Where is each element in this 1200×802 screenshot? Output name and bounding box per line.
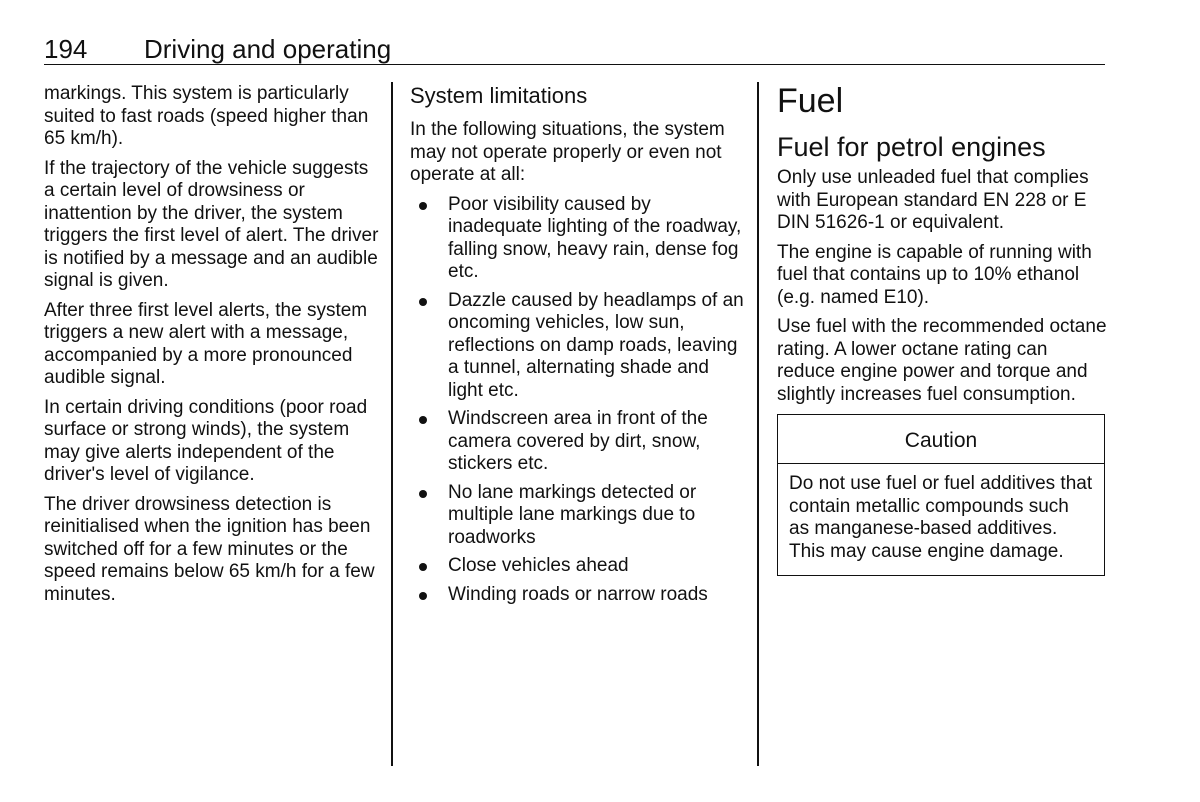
caution-title: Caution bbox=[778, 415, 1104, 464]
list-item bbox=[410, 194, 745, 284]
list-item-text: Windscreen area in front of the camera covered by dirt, snow, stickers etc. bbox=[448, 408, 708, 474]
fuel-title: Fuel bbox=[777, 82, 844, 120]
paragraph: The driver drowsiness detection is reinitialised when the ignition has been switched off for a few minutes or the speed remains below 65 km/h for a few minutes. bbox=[44, 493, 375, 605]
paragraph: markings. This system is particularly suited to fast roads (speed higher than 65 km/h). bbox=[44, 83, 369, 149]
limitations-list bbox=[410, 194, 745, 607]
bullet-icon bbox=[419, 202, 427, 210]
paragraph: In certain driving conditions (poor road surface or strong winds), the system may give alerts independent of the driver's level of vigilance. bbox=[44, 396, 368, 485]
list-item-text: Dazzle caused by headlamps of an oncoming vehicles, low sun, reflections on damp roads, leaving a tunnel, alternating shade and light etc. bbox=[448, 289, 744, 401]
fuel-subtitle: Fuel for petrol engines bbox=[777, 132, 1046, 162]
paragraph: Only use unleaded fuel that complies with European standard EN 228 or E DIN 51626-1 or equivalent. bbox=[777, 167, 1089, 233]
list-item bbox=[410, 408, 745, 476]
column-right bbox=[777, 83, 1107, 576]
system-limitations-heading: System limitations bbox=[410, 83, 588, 108]
column-middle bbox=[410, 83, 745, 612]
bullet-icon bbox=[419, 592, 427, 600]
bullet-icon bbox=[419, 416, 427, 424]
paragraph: After three first level alerts, the system triggers a new alert with a message, accompanied by a more pronounced audible signal. bbox=[44, 299, 368, 388]
column-divider bbox=[391, 82, 393, 766]
list-item-text: Poor visibility caused by inadequate lighting of the roadway, falling snow, heavy rain, dense fog etc. bbox=[448, 193, 742, 282]
column-left bbox=[44, 83, 379, 613]
caution-box bbox=[777, 414, 1105, 576]
bullet-icon bbox=[419, 490, 427, 498]
paragraph: Use fuel with the recommended octane rating. A lower octane rating can reduce engine power and torque and slightly increases fuel consumption. bbox=[777, 316, 1107, 405]
list-item bbox=[410, 482, 745, 550]
bullet-icon bbox=[419, 563, 427, 571]
section-title: Driving and operating bbox=[144, 34, 392, 64]
page-number: 194 bbox=[44, 34, 88, 64]
list-item-text: Winding roads or narrow roads bbox=[448, 583, 708, 605]
column-divider bbox=[757, 82, 759, 766]
list-item bbox=[410, 290, 745, 403]
paragraph: If the trajectory of the vehicle suggests a certain level of drowsiness or inattention by the driver, the system triggers the first level of alert. The driver is notified by a message and an audible signal is given. bbox=[44, 157, 379, 291]
limitations-intro: In the following situations, the system may not operate properly or even not operate at all: bbox=[410, 119, 725, 185]
list-item bbox=[410, 584, 745, 607]
list-item-text: Close vehicles ahead bbox=[448, 555, 629, 576]
caution-text: Do not use fuel or fuel additives that contain metallic compounds such as manganese-based additives. This may cause engine damage. bbox=[789, 473, 1093, 562]
list-item bbox=[410, 555, 745, 578]
bullet-icon bbox=[419, 298, 427, 306]
page-header bbox=[44, 34, 1105, 65]
list-item-text: No lane markings detected or multiple lane markings due to roadworks bbox=[448, 481, 697, 548]
paragraph: The engine is capable of running with fuel that contains up to 10% ethanol (e.g. named E10). bbox=[777, 241, 1092, 308]
